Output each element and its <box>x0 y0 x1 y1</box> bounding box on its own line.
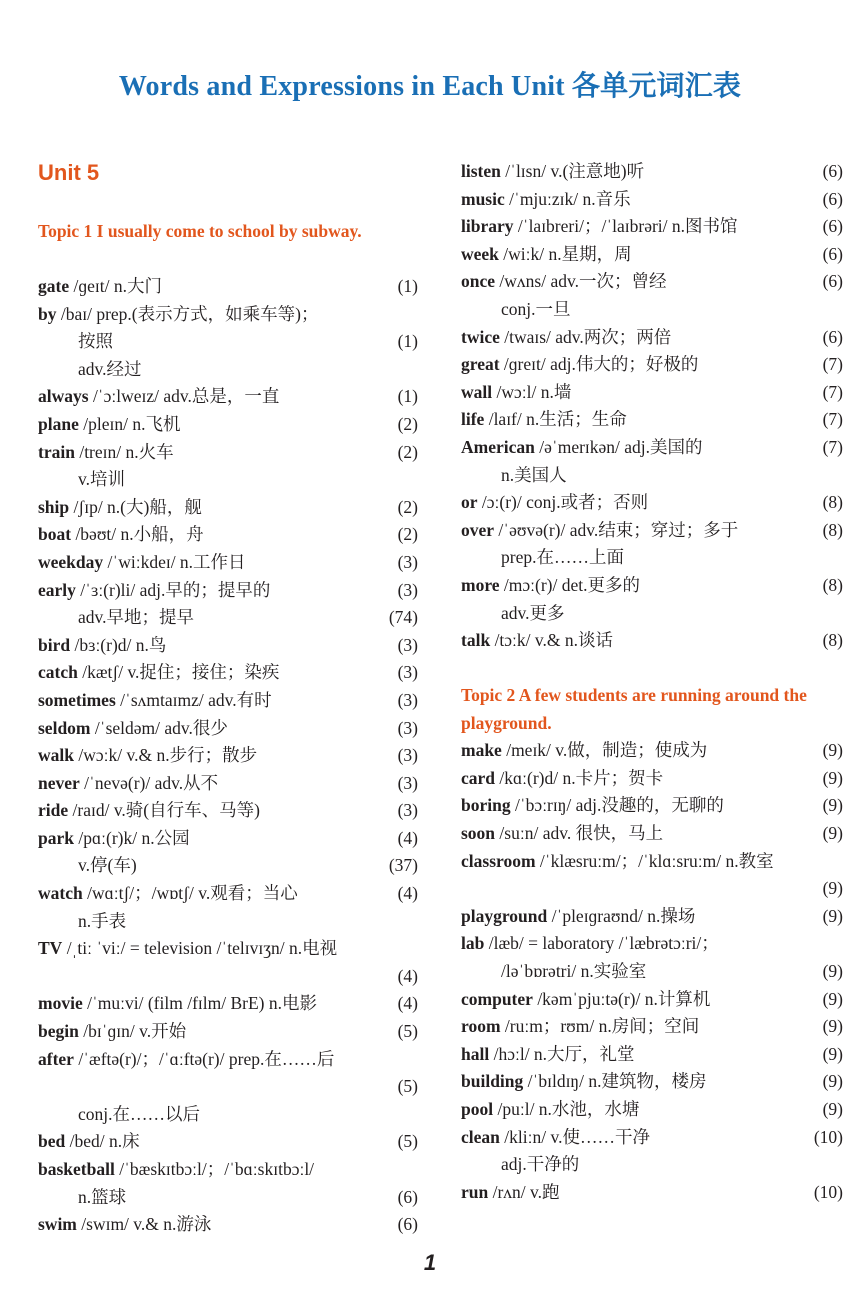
vocab-definition: /pleɪn/ n.飞机 <box>78 413 181 434</box>
vocab-entry <box>461 434 843 462</box>
vocab-entry <box>38 411 418 439</box>
vocab-definition: /ˌtiː ˈviː/ = television /ˈtelɪvɪʒn/ n.电视 <box>62 938 338 959</box>
page-reference: (3) <box>397 579 418 600</box>
page-reference: (8) <box>822 574 843 595</box>
vocab-definition: /puːl/ n.水池，水塘 <box>493 1099 640 1119</box>
page-reference: (4) <box>397 827 418 848</box>
vocab-definition: /ˈwiːkdeɪ/ n.工作日 <box>103 551 246 572</box>
vocab-entry <box>461 572 843 600</box>
vocab-definition: n.篮球 <box>78 1186 127 1207</box>
vocab-entry <box>38 990 418 1018</box>
vocab-entry <box>461 903 843 931</box>
vocab-continuation <box>461 296 843 324</box>
vocab-definition: /wʌns/ adv.一次；曾经 <box>495 271 667 292</box>
vocab-word: after <box>38 1048 74 1069</box>
vocab-word: gate <box>38 276 70 296</box>
page-reference: (9) <box>822 988 843 1009</box>
vocab-continuation <box>461 958 843 986</box>
vocab-continuation <box>38 852 418 880</box>
vocab-definition: /bəʊt/ n.小船，舟 <box>71 524 204 545</box>
vocab-definition: conj.在……以后 <box>78 1103 201 1124</box>
unit-heading: Unit 5 <box>38 160 100 185</box>
vocab-word: week <box>461 243 499 264</box>
vocab-definition: /bɜː(r)d/ n.鸟 <box>70 634 167 655</box>
vocab-word: great <box>461 354 500 375</box>
page-reference: (6) <box>397 1186 418 1207</box>
vocab-entry <box>38 273 418 301</box>
vocab-definition: /ɡeɪt/ n.大门 <box>69 276 162 296</box>
vocab-definition: /əˈmerɪkən/ adj.美国的 <box>534 436 703 457</box>
vocab-entry <box>38 935 418 963</box>
page-reference: (9) <box>822 795 843 816</box>
vocab-definition: /kəmˈpjuːtə(r)/ n.计算机 <box>532 988 711 1009</box>
page-reference: (37) <box>388 855 418 876</box>
vocab-word: early <box>38 579 76 600</box>
vocab-entry <box>461 737 843 765</box>
topic-heading: Topic 2 A few students are running around the playground. <box>461 685 807 733</box>
page-reference: (2) <box>397 441 418 462</box>
vocab-continuation <box>38 1101 418 1129</box>
vocab-entry <box>38 715 418 743</box>
page-reference: (1) <box>397 331 418 352</box>
vocab-page-ref-line <box>38 963 418 991</box>
vocab-word: never <box>38 772 80 793</box>
page-reference: (2) <box>397 496 418 517</box>
vocab-definition: /ləˈbɒrətri/ n.实验室 <box>501 961 647 982</box>
vocab-definition: /baɪ/ prep.(表示方式，如乘车等)； <box>56 303 319 324</box>
vocab-definition: prep.在……上面 <box>501 547 624 568</box>
page-reference: (2) <box>397 413 418 434</box>
vocab-definition: /kætʃ/ v.捉住；接住；染疾 <box>77 662 280 683</box>
vocab-entry <box>461 930 843 958</box>
vocab-word: classroom <box>461 850 536 871</box>
vocab-entry <box>461 186 843 214</box>
vocab-word: plane <box>38 413 79 434</box>
vocab-definition: /kliːn/ v.使……干净 <box>499 1126 650 1147</box>
vocab-entry <box>461 1124 843 1152</box>
page-reference: (5) <box>397 1021 418 1042</box>
vocab-definition: /wiːk/ n.星期，周 <box>498 243 632 264</box>
vocab-definition: /kɑː(r)d/ n.卡片；贺卡 <box>495 767 664 788</box>
vocab-definition: /bed/ n.床 <box>65 1131 140 1152</box>
vocab-continuation <box>38 908 418 936</box>
vocab-definition: /swɪm/ v.& n.游泳 <box>76 1214 212 1235</box>
vocab-entry <box>461 1096 843 1124</box>
vocab-word: building <box>461 1071 524 1092</box>
page-reference: (10) <box>813 1126 843 1147</box>
vocab-definition: /ˈmuːvi/ (film /fɪlm/ BrE) n.电影 <box>82 993 318 1014</box>
page-reference: (6) <box>822 161 843 181</box>
page-reference: (2) <box>397 524 418 545</box>
page-reference: (1) <box>397 386 418 407</box>
section-spacer <box>461 655 843 683</box>
vocabulary-column-right <box>461 158 843 1206</box>
vocab-definition: conj.一旦 <box>501 298 571 319</box>
vocab-entry <box>38 1046 418 1074</box>
vocab-word: listen <box>461 161 501 181</box>
vocab-entry <box>461 986 843 1014</box>
vocab-entry <box>461 792 843 820</box>
vocab-word: by <box>38 303 57 324</box>
vocab-word: over <box>461 519 495 540</box>
vocab-entry <box>38 439 418 467</box>
vocab-definition: /ˈæftə(r)/；/ˈɑːftə(r)/ prep.在……后 <box>73 1048 335 1069</box>
vocab-word: walk <box>38 745 74 766</box>
vocab-definition: /læb/ = laboratory /ˈlæbrətɔːri/； <box>484 933 719 954</box>
vocab-definition: adj.干净的 <box>501 1154 580 1175</box>
vocab-entry <box>38 742 418 770</box>
vocab-word: ride <box>38 800 69 821</box>
page-reference: (74) <box>388 607 418 628</box>
page-reference: (5) <box>397 1076 418 1097</box>
vocab-word: life <box>461 409 485 430</box>
vocab-definition: /ˈnevə(r)/ adv.从不 <box>79 772 219 793</box>
vocab-entry <box>461 324 843 352</box>
vocab-entry <box>461 489 843 517</box>
vocab-continuation <box>38 466 418 494</box>
page-reference: (7) <box>822 409 843 430</box>
vocab-entry <box>461 158 843 186</box>
vocab-entry <box>461 406 843 434</box>
vocab-entry <box>38 383 418 411</box>
vocab-word: soon <box>461 823 496 844</box>
vocab-definition: adv.更多 <box>501 602 565 623</box>
page-reference: (9) <box>822 823 843 844</box>
page-reference: (8) <box>822 492 843 513</box>
page-reference: (3) <box>397 551 418 572</box>
vocab-continuation <box>38 1184 418 1212</box>
vocab-definition: n.手表 <box>78 910 127 931</box>
page-reference: (6) <box>822 188 843 209</box>
vocab-entry <box>38 825 418 853</box>
vocab-definition: /ɡreɪt/ adj.伟大的；好极的 <box>499 354 699 375</box>
vocab-word: swim <box>38 1214 77 1235</box>
vocab-definition: 按照 <box>78 331 113 352</box>
vocab-word: bird <box>38 634 71 655</box>
vocab-word: TV <box>38 938 63 959</box>
vocab-continuation <box>38 604 418 632</box>
vocab-page-ref-line <box>461 875 843 903</box>
page-reference: (9) <box>822 961 843 982</box>
page-reference: (3) <box>397 717 418 738</box>
vocab-entry <box>38 1156 418 1184</box>
vocab-word: pool <box>461 1099 494 1119</box>
vocab-definition: /ˈlaɪbreri/；/ˈlaɪbrəri/ n.图书馆 <box>513 216 738 237</box>
vocab-word: boring <box>461 795 511 816</box>
vocab-definition: /wɑːtʃ/；/wɒtʃ/ v.观看；当心 <box>82 883 298 904</box>
vocab-continuation <box>38 356 418 384</box>
page-reference: (6) <box>397 1214 418 1235</box>
page-reference: (4) <box>397 883 418 904</box>
vocab-entry <box>461 848 843 876</box>
vocab-entry <box>38 301 418 329</box>
vocab-definition: n.美国人 <box>501 464 567 485</box>
vocab-word: once <box>461 271 496 292</box>
vocab-word: American <box>461 436 535 457</box>
vocab-entry <box>461 765 843 793</box>
vocab-word: clean <box>461 1126 500 1147</box>
vocab-word: sometimes <box>38 689 116 710</box>
page-reference: (9) <box>822 1016 843 1037</box>
vocab-word: seldom <box>38 717 91 738</box>
page-reference: (3) <box>397 800 418 821</box>
vocab-word: more <box>461 574 500 595</box>
vocab-definition: /ˈbɪldɪŋ/ n.建筑物，楼房 <box>523 1071 707 1092</box>
vocab-entry <box>38 770 418 798</box>
vocab-definition: /hɔːl/ n.大厅，礼堂 <box>489 1043 635 1064</box>
page-reference: (9) <box>822 1099 843 1119</box>
vocab-entry <box>461 1179 843 1207</box>
vocab-entry <box>38 549 418 577</box>
vocab-word: basketball <box>38 1159 115 1179</box>
vocab-definition: /ˈklæsruːm/；/ˈklɑːsruːm/ n.教室 <box>535 850 774 871</box>
page-reference: (6) <box>822 216 843 237</box>
page-reference: (7) <box>822 354 843 375</box>
vocab-entry <box>461 379 843 407</box>
page-reference: (3) <box>397 634 418 655</box>
vocab-word: ship <box>38 496 70 517</box>
vocab-entry <box>461 1013 843 1041</box>
page-reference: (3) <box>397 772 418 793</box>
vocab-entry <box>38 632 418 660</box>
vocab-word: wall <box>461 381 493 402</box>
vocab-word: computer <box>461 988 533 1009</box>
vocab-definition: /ˈpleɪɡraʊnd/ n.操场 <box>547 905 696 926</box>
vocab-definition: /ˈbɔːrɪŋ/ adj.没趣的，无聊的 <box>510 795 724 816</box>
vocab-entry <box>461 268 843 296</box>
page-reference: (9) <box>822 1043 843 1064</box>
vocab-entry <box>38 1211 418 1239</box>
vocab-word: twice <box>461 326 500 347</box>
page-reference: (4) <box>397 993 418 1014</box>
vocab-entry <box>461 351 843 379</box>
vocab-word: playground <box>461 905 548 926</box>
page-reference: (8) <box>822 630 843 651</box>
vocab-word: library <box>461 216 514 237</box>
vocab-word: boat <box>38 524 72 545</box>
vocab-definition: /meɪk/ v.做，制造；使成为 <box>501 740 708 761</box>
vocab-word: hall <box>461 1043 490 1064</box>
vocab-entry <box>38 1128 418 1156</box>
page-reference: (3) <box>397 745 418 766</box>
vocab-definition: /ˈsʌmtaɪmz/ adv.有时 <box>115 689 272 710</box>
vocab-entry <box>38 797 418 825</box>
vocab-continuation <box>461 544 843 572</box>
vocab-word: run <box>461 1181 489 1202</box>
vocab-word: park <box>38 827 74 848</box>
vocab-word: catch <box>38 662 78 683</box>
vocab-entry <box>38 577 418 605</box>
vocab-entry <box>38 521 418 549</box>
vocab-word: train <box>38 441 75 462</box>
vocab-definition: /ˈɜː(r)li/ adj.早的；提早的 <box>75 579 271 600</box>
vocab-definition: /raɪd/ v.骑(自行车、马等) <box>68 800 260 821</box>
vocab-definition: /twaɪs/ adv.两次；两倍 <box>499 326 672 347</box>
vocab-entry <box>461 820 843 848</box>
page-reference: (9) <box>822 740 843 761</box>
vocab-entry <box>461 1041 843 1069</box>
page-number: 1 <box>423 1250 437 1275</box>
topic-heading: Topic 1 I usually come to school by subway. <box>38 221 362 241</box>
vocab-word: movie <box>38 993 83 1014</box>
vocab-word: music <box>461 188 505 209</box>
vocab-definition: /tɔːk/ v.& n.谈话 <box>490 630 614 651</box>
vocab-definition: /pɑː(r)k/ n.公园 <box>73 827 190 848</box>
vocab-definition: /ɔː(r)/ conj.或者；否则 <box>477 492 649 513</box>
vocab-definition: /ˈɔːlweɪz/ adv.总是，一直 <box>88 386 280 407</box>
page-reference: (6) <box>822 243 843 264</box>
vocab-word: always <box>38 386 89 407</box>
vocab-word: watch <box>38 883 83 904</box>
vocab-definition: adv.早地；提早 <box>78 607 195 628</box>
vocab-definition: /bɪˈɡɪn/ v.开始 <box>78 1021 187 1042</box>
vocab-word: or <box>461 492 478 513</box>
vocab-definition: /ˈlɪsn/ v.(注意地)听 <box>500 161 645 181</box>
vocab-definition: /ˈəʊvə(r)/ adv.结束；穿过；多于 <box>494 519 739 540</box>
page-reference: (6) <box>822 326 843 347</box>
vocab-definition: /treɪn/ n.火车 <box>74 441 174 462</box>
page-reference: (8) <box>822 519 843 540</box>
vocab-definition: adv.经过 <box>78 358 142 379</box>
vocab-word: bed <box>38 1131 66 1152</box>
page-reference: (9) <box>822 878 843 899</box>
vocab-definition: /ruːm；rʊm/ n.房间；空间 <box>500 1016 700 1037</box>
vocab-definition: /ˈseldəm/ adv.很少 <box>90 717 228 738</box>
vocab-entry <box>461 1068 843 1096</box>
page-reference: (10) <box>813 1181 843 1202</box>
vocab-continuation <box>461 462 843 490</box>
page-reference: (9) <box>822 1071 843 1092</box>
vocab-entry <box>38 880 418 908</box>
vocab-word: make <box>461 740 502 761</box>
vocab-page-ref-line <box>38 1073 418 1101</box>
vocab-entry <box>38 1018 418 1046</box>
page-reference: (7) <box>822 436 843 457</box>
page-reference: (4) <box>397 965 418 986</box>
vocabulary-column-left <box>38 218 418 1239</box>
vocab-entry <box>38 494 418 522</box>
vocab-definition: /rʌn/ v.跑 <box>488 1181 560 1202</box>
vocab-entry <box>461 517 843 545</box>
vocab-continuation <box>461 600 843 628</box>
vocab-definition: /laɪf/ n.生活；生命 <box>484 409 627 430</box>
vocab-definition: /suːn/ adv. 很快，马上 <box>495 823 664 844</box>
vocab-definition: /ˈbæskɪtbɔːl/；/ˈbɑːskɪtbɔːl/ <box>114 1159 315 1179</box>
page-reference: (1) <box>397 276 418 296</box>
vocab-entry <box>38 659 418 687</box>
vocab-entry <box>461 213 843 241</box>
vocab-continuation <box>38 328 418 356</box>
vocab-word: lab <box>461 933 485 954</box>
page-reference: (7) <box>822 381 843 402</box>
vocab-definition: /ʃɪp/ n.(大)船，舰 <box>69 496 202 517</box>
vocab-definition: /wɔːk/ v.& n.步行；散步 <box>73 745 258 766</box>
vocab-word: room <box>461 1016 501 1037</box>
page-reference: (6) <box>822 271 843 292</box>
vocab-word: talk <box>461 630 491 651</box>
vocab-definition: /mɔː(r)/ det.更多的 <box>499 574 640 595</box>
vocab-word: weekday <box>38 551 104 572</box>
vocab-definition: v.停(车) <box>78 855 137 876</box>
vocab-entry <box>461 241 843 269</box>
page-reference: (5) <box>397 1131 418 1152</box>
vocab-definition: /ˈmjuːzɪk/ n.音乐 <box>504 188 631 209</box>
page-title: Words and Expressions in Each Unit 各单元词汇表 <box>118 71 742 102</box>
vocab-entry <box>38 687 418 715</box>
vocab-entry <box>461 627 843 655</box>
vocab-word: card <box>461 767 496 788</box>
page-reference: (9) <box>822 767 843 788</box>
vocab-definition: v.培训 <box>78 469 125 490</box>
vocab-word: begin <box>38 1021 79 1042</box>
page-reference: (3) <box>397 689 418 710</box>
page-reference: (3) <box>397 662 418 683</box>
vocab-definition: /wɔːl/ n.墙 <box>492 381 572 402</box>
vocab-continuation <box>461 1151 843 1179</box>
page-reference: (9) <box>822 905 843 926</box>
